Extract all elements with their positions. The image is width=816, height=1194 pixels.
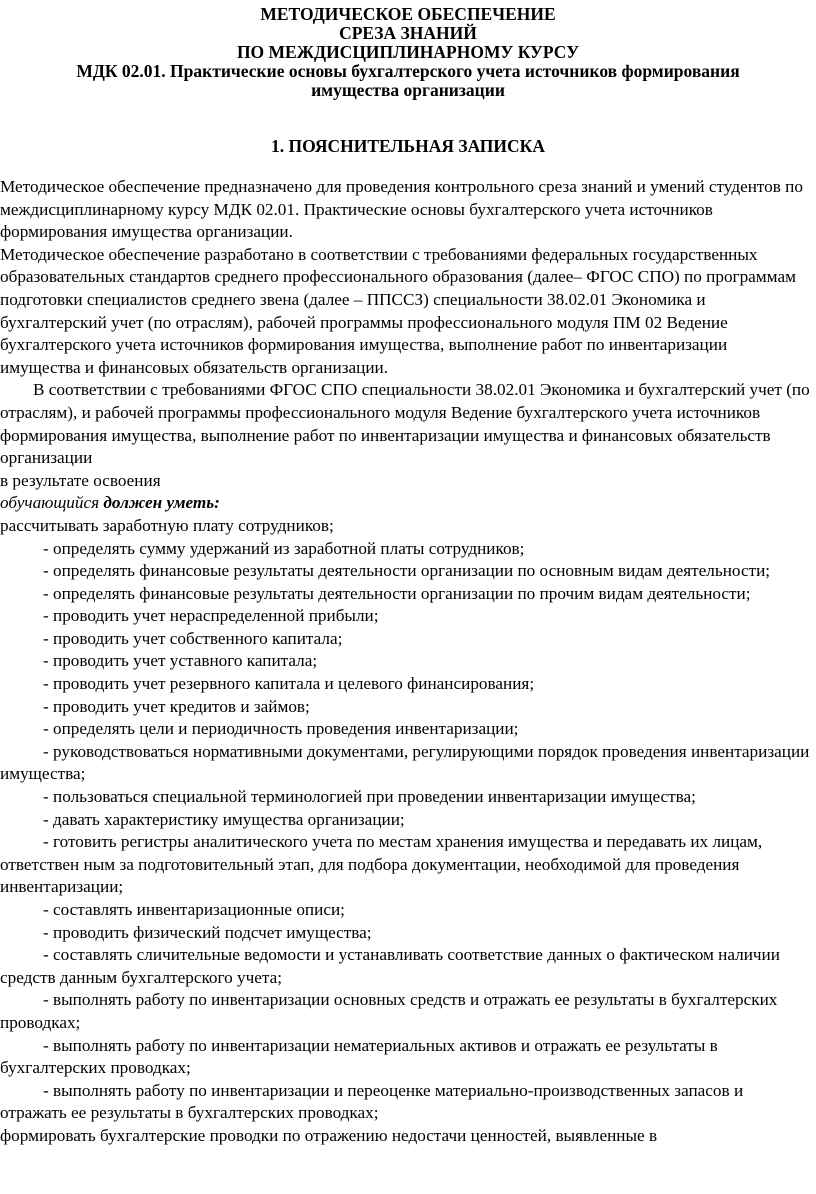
- title-line-5: имущества организации: [311, 80, 505, 100]
- title-line-4: МДК 02.01. Практические основы бухгалтерского учета источников формирования: [76, 61, 740, 81]
- skill-item: - пользоваться специальной терминологией при проведении инвентаризации имущества;: [43, 787, 696, 807]
- skill-item: - проводить учет нераспределенной прибыли;: [43, 606, 379, 626]
- skill-item: - проводить учет собственного капитала;: [43, 628, 343, 648]
- skill-item: - выполнять работу по инвентаризации и переоценке материально-производственных запасов и отражать ее результаты в бухгалтерских проводках;: [0, 1080, 744, 1123]
- skill-last: формировать бухгалтерские проводки по отражению недостачи ценностей, выявленные в: [0, 1125, 658, 1145]
- paragraph-result: в результате освоения: [0, 470, 161, 490]
- title-line-1: МЕТОДИЧЕСКОЕ ОБЕСПЕЧЕНИЕ: [260, 4, 556, 24]
- skill-item: - определять сумму удержаний из заработной платы сотрудников;: [43, 538, 525, 558]
- paragraph-purpose: Методическое обеспечение предназначено для проведения контрольного среза знаний и умений студентов по междисциплинарному курсу МДК 02.01. Практические основы бухгалтерского учета источников формирования имущества организации.: [0, 177, 803, 242]
- skill-item: - проводить учет резервного капитала и целевого финансирования;: [43, 674, 535, 694]
- skill-item: - выполнять работу по инвентаризации нематериальных активов и отражать ее результаты в бухгалтерских проводках;: [0, 1035, 718, 1078]
- skill-item: - проводить физический подсчет имущества;: [43, 922, 372, 942]
- skill-item: - определять финансовые результаты деятельности организации по основным видам деятельности;: [43, 561, 771, 581]
- skill-first: рассчитывать заработную плату сотрудников;: [0, 515, 334, 535]
- paragraph-basis: Методическое обеспечение разработано в соответствии с требованиями федеральных государственных образовательных стандартов среднего профессионального образования (далее– ФГОС СПО) по программам подготовки специалистов среднего звена (далее – ППССЗ) специальности 38.02.01 Экономика и бухгалтерский учет (по отраслям), рабочей программы профессионального модуля ПМ 02 Ведение бухгалтерского учета источников формирования имущества, выполнение работ по инвентаризации имущества и финансовых обязательств организации.: [0, 244, 796, 377]
- skills-list: [0, 538, 812, 1125]
- document-body: [0, 176, 812, 1148]
- document-title: [0, 5, 816, 100]
- skill-item: - проводить учет кредитов и займов;: [43, 696, 310, 716]
- title-line-2: СРЕЗА ЗНАНИЙ: [339, 23, 477, 43]
- skill-item: - проводить учет уставного капитала;: [43, 651, 318, 671]
- skills-intro: [0, 492, 812, 515]
- section-title: 1. ПОЯСНИТЕЛЬНАЯ ЗАПИСКА: [271, 136, 545, 156]
- skill-item: - определять финансовые результаты деятельности организации по прочим видам деятельности;: [43, 583, 751, 603]
- skill-item: - составлять инвентаризационные описи;: [43, 900, 345, 919]
- skill-item: - готовить регистры аналитического учета по местам хранения имущества и передавать их лицам, ответствен ным за подготовительный этап, для подбора документации, необходимой для проведения инвентаризации;: [0, 832, 763, 897]
- skill-item: - составлять сличительные ведомости и устанавливать соответствие данных о фактическом наличии средств данным бухгалтерского учета;: [0, 945, 780, 987]
- skill-item: - определять цели и периодичность проведения инвентаризации;: [43, 719, 519, 739]
- skill-item: - руководствоваться нормативными документами, регулирующими порядок проведения инвентаризации имущества;: [0, 741, 810, 784]
- paragraph-requirements: В соответствии с требованиями ФГОС СПО специальности 38.02.01 Экономика и бухгалтерский учет (по отраслям), и рабочей программы профессионального модуля Ведение бухгалтерского учета источников формирования имущества, выполнение работ по инвентаризации имущества и финансовых обязательств организации: [0, 380, 810, 468]
- skill-item: - давать характеристику имущества организации;: [43, 809, 405, 829]
- skills-intro-verb: должен уметь:: [103, 493, 220, 513]
- skills-intro-subject: обучающийся: [0, 493, 100, 513]
- title-line-3: ПО МЕЖДИСЦИПЛИНАРНОМУ КУРСУ: [236, 42, 580, 62]
- skill-item: - выполнять работу по инвентаризации основных средств и отражать ее результаты в бухгалтерских проводках;: [0, 990, 778, 1032]
